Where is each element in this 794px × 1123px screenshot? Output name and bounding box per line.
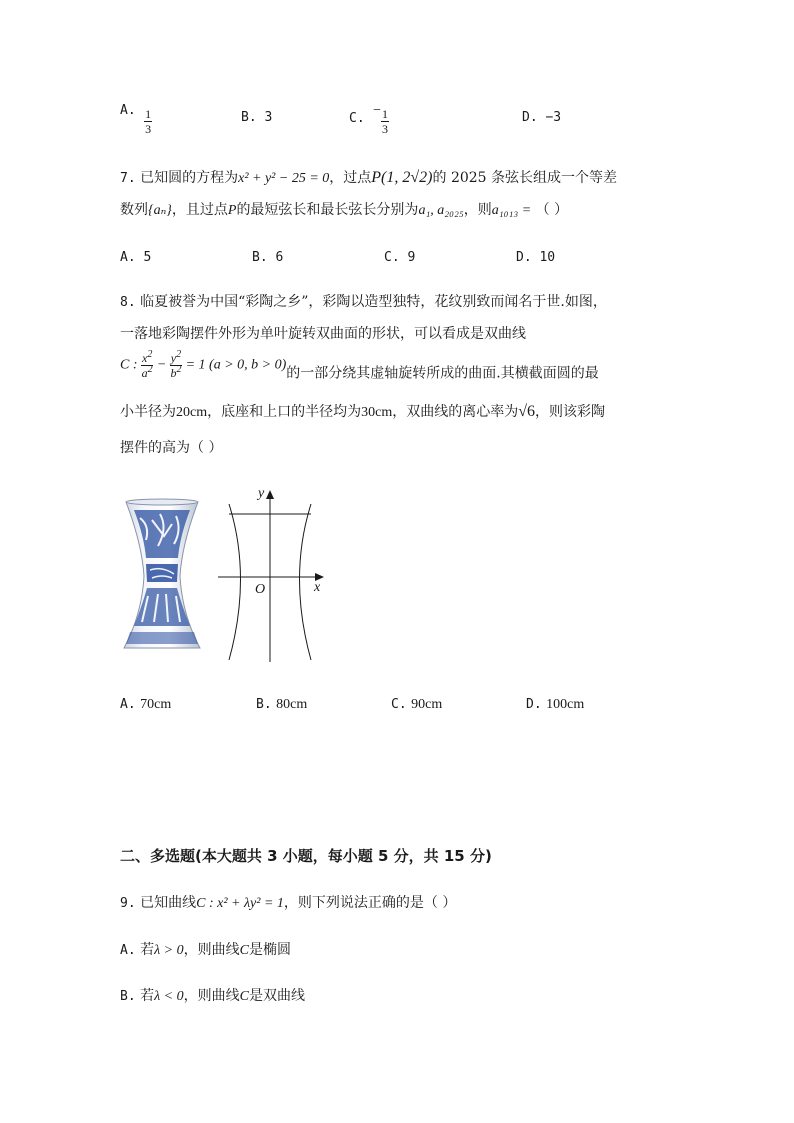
origin-label: O (255, 582, 266, 597)
q6-option-b: B. 3 (241, 110, 273, 125)
q9-option-b: B. 若λ < 0，则曲线C是双曲线 (120, 988, 305, 1004)
point-p: P(1, 2√2) (371, 169, 433, 186)
q8-line-3: C : $\frac{x^2}{a^2}$ − $\frac{y^2}{b^2}$ = 1 (a > 0, b > 0)的一部分绕其虚轴旋转所成的曲面.其横截面圆的最 (120, 349, 599, 382)
q8-option-c: C. 90cm (391, 697, 443, 712)
q9-option-a: A. 若λ > 0，则曲线C是椭圆 (120, 942, 291, 958)
x-label: x (314, 580, 321, 595)
q8-line-1: 8. 临夏被誉为中国“彩陶之乡”，彩陶以造型独特，花纹别致而闻名于世.如图， (120, 294, 607, 310)
right-branch (300, 504, 312, 660)
fraction: $\frac{1}{3}$ (145, 107, 152, 136)
q9-line-1: 9. 已知曲线C : x² + λy² = 1，则下列说法正确的是（ ） (120, 895, 457, 911)
q7-option-a: A. 5 (120, 250, 152, 265)
q8-option-b: B. 80cm (256, 697, 308, 712)
section-heading: 二、多选题(本大题共 3 小题，每小题 5 分，共 15 分) (120, 847, 492, 865)
q6-option-c: C. − $\frac{1}{3}$ (349, 103, 389, 136)
q8-option-a: A. 70cm (120, 697, 172, 712)
q7-option-d: D. 10 (516, 250, 556, 265)
hyperbola-figure (210, 484, 340, 664)
y-axis-arrow-icon (266, 490, 274, 499)
y-label: y (258, 486, 265, 501)
circle-equation: x² + y² − 25 = 0 (238, 171, 330, 186)
vase-image (120, 496, 204, 656)
q7-option-b: B. 6 (252, 250, 284, 265)
q6-option-d: D. −3 (522, 110, 562, 125)
q8-line-5: 摆件的高为（ ） (120, 440, 223, 456)
q8-line-2: 一落地彩陶摆件外形为单叶旋转双曲面的形状，可以看成是双曲线 (120, 326, 526, 342)
q8-line-4: 小半径为20cm，底座和上口的半径均为30cm，双曲线的离心率为√6，则该彩陶 (120, 403, 605, 420)
q7-line-2: 数列{aₙ}，且过点P的最短弦长和最长弦长分别为a₁, a₂₀₂₅，则a₁₀₁₃ = （ ） (120, 202, 569, 218)
q8-option-d: D. 100cm (526, 697, 585, 712)
q7-option-c: C. 9 (384, 250, 416, 265)
fraction: $\frac{1}{3}$ (382, 107, 389, 136)
q7-line-1: 7. 已知圆的方程为x² + y² − 25 = 0，过点P(1, 2√2)的 2025 条弦长组成一个等差 (120, 169, 618, 186)
q6-option-a: A. $\frac{1}{3}$ (120, 103, 152, 136)
left-branch (229, 504, 241, 660)
hyperbola-equation: C : $\frac{x^2}{a^2}$ − $\frac{y^2}{b^2}$ = 1 (a > 0, b > 0) (120, 349, 287, 380)
